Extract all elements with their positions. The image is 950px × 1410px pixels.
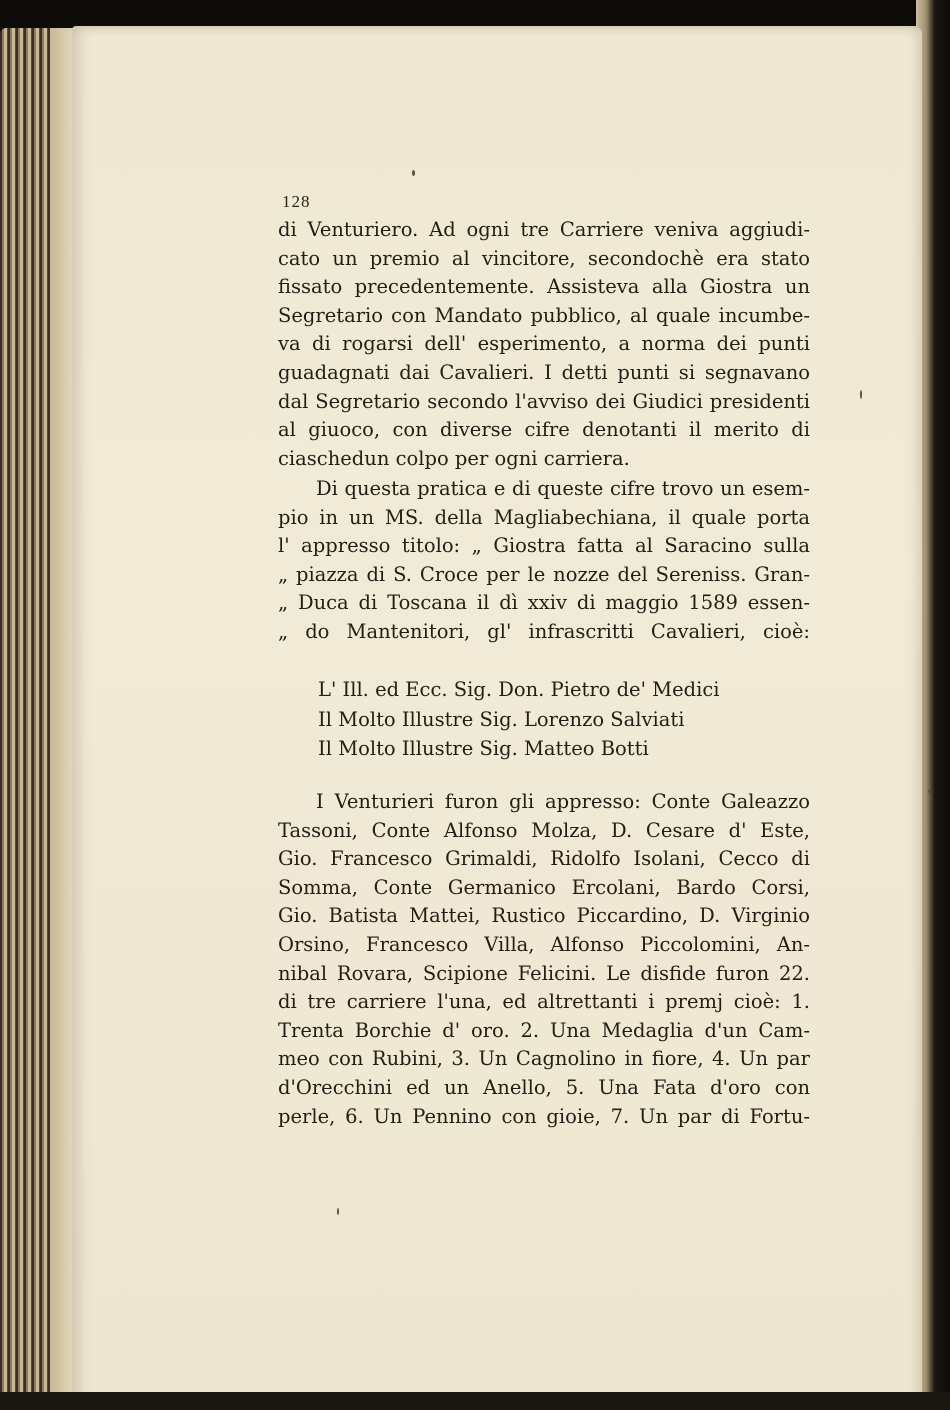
scan-bottom-border (0, 1392, 950, 1410)
text-line: fissato precedentemente. Assisteva alla Giostra un (278, 275, 810, 299)
text-line: al giuoco, con diverse cifre denotanti il merito di (278, 418, 810, 442)
paper-speck (337, 1208, 339, 1215)
text-line: Trenta Borchie d' oro. 2. Una Medaglia d'un Cam- (278, 1018, 810, 1042)
text-line: ciaschedun colpo per ogni carriera. (278, 446, 630, 470)
list-item: L' Ill. ed Ecc. Sig. Don. Pietro de' Medici (318, 678, 720, 701)
text-line: l' appresso titolo: „ Giostra fatta al Saracino sulla (278, 534, 810, 558)
text-line: va di rogarsi dell' esperimento, a norma dei punti (278, 332, 810, 356)
text-line: Somma, Conte Germanico Ercolani, Bardo Corsi, (278, 875, 810, 899)
text-line: Gio. Francesco Grimaldi, Ridolfo Isolani, Cecco di (278, 847, 810, 871)
text-line: nibal Rovara, Scipione Felicini. Le disfide furon 22. (278, 961, 810, 985)
text-line: „ do Mantenitori, gl' infrascritti Cavalieri, cioè: (278, 619, 810, 643)
text-line: Tassoni, Conte Alfonso Molza, D. Cesare d' Este, (278, 818, 810, 842)
text-line: d'Orecchini ed un Anello, 5. Una Fata d'oro con (278, 1075, 810, 1099)
text-line: „ piazza di S. Croce per le nozze del Sereniss. Gran- (278, 562, 810, 586)
text-line: Segretario con Mandato pubblico, al quale incumbe- (278, 303, 810, 327)
text-line: meo con Rubini, 3. Un Cagnolino in fiore, 4. Un par (278, 1047, 810, 1071)
paragraph-1 (278, 216, 810, 473)
text-line: cato un premio al vincitore, secondochè era stato (278, 246, 810, 270)
text-line: Di questa pratica e di queste cifre trovo un esem- (316, 477, 810, 500)
text-line: guadagnati dai Cavalieri. I detti punti si segnavano (278, 360, 810, 384)
text-line: I Venturieri furon gli appresso: Conte Galeazzo (316, 790, 810, 813)
list-item: Il Molto Illustre Sig. Matteo Botti (318, 737, 649, 760)
paper-speck (928, 790, 931, 793)
text-line: Orsino, Francesco Villa, Alfonso Piccolomini, An- (278, 932, 810, 956)
paragraph-3 (278, 788, 810, 1131)
text-line: perle, 6. Un Pennino con gioie, 7. Un par di Fortu- (278, 1104, 810, 1128)
text-line: Gio. Batista Mattei, Rustico Piccardino, D. Virginio (278, 904, 810, 928)
text-line: di tre carriere l'una, ed altrettanti i premj cioè: 1. (278, 990, 810, 1014)
mantenitori-list (318, 675, 720, 764)
page-number: 128 (282, 192, 311, 211)
paper-speck (860, 390, 862, 399)
text-line: dal Segretario secondo l'avviso dei Giudici presidenti (278, 389, 810, 413)
text-line: „ Duca di Toscana il dì xxiv di maggio 1589 essen- (278, 591, 810, 615)
text-line: pio in un MS. della Magliabechiana, il quale porta (278, 505, 810, 529)
paper-speck (412, 170, 415, 176)
paragraph-2 (278, 475, 810, 647)
text-line: di Venturiero. Ad ogni tre Carriere veniva aggiudi- (278, 218, 810, 241)
list-item: Il Molto Illustre Sig. Lorenzo Salviati (318, 707, 685, 731)
